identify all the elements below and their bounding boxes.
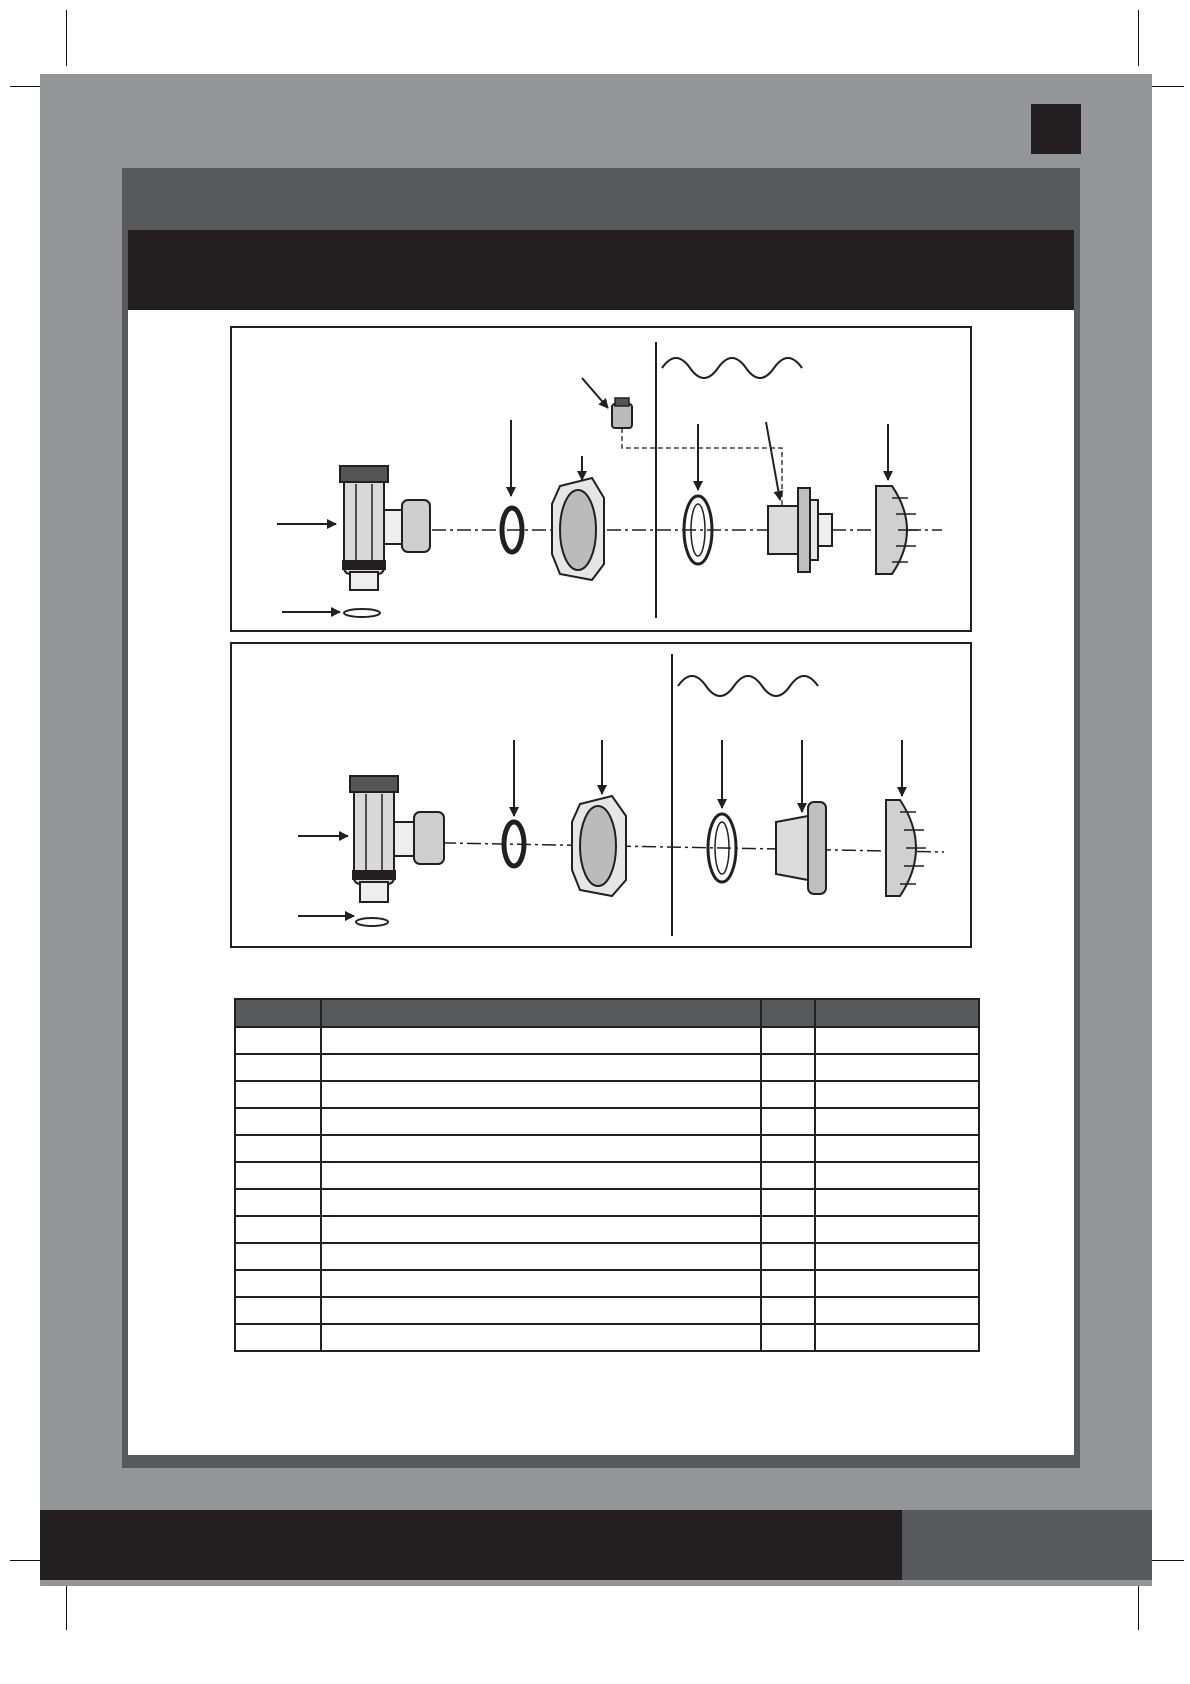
table-cell bbox=[815, 1216, 979, 1243]
table-cell bbox=[761, 1270, 815, 1297]
table-cell bbox=[815, 1243, 979, 1270]
table-row bbox=[235, 1081, 979, 1108]
table-cell bbox=[815, 1081, 979, 1108]
table-cell bbox=[235, 1270, 321, 1297]
crop-mark bbox=[1148, 1560, 1184, 1561]
table-cell bbox=[761, 1027, 815, 1054]
table-cell bbox=[321, 1324, 761, 1351]
table-cell bbox=[235, 1081, 321, 1108]
parts-table bbox=[234, 998, 980, 1352]
table-cell bbox=[235, 1054, 321, 1081]
table-row bbox=[235, 1108, 979, 1135]
column-header bbox=[235, 999, 321, 1027]
table-cell bbox=[815, 1135, 979, 1162]
table-cell bbox=[761, 1297, 815, 1324]
table-cell bbox=[235, 1027, 321, 1054]
table-cell bbox=[815, 1108, 979, 1135]
callout-arrow bbox=[766, 422, 780, 500]
table-cell bbox=[761, 1162, 815, 1189]
table-cell bbox=[761, 1135, 815, 1162]
table-cell bbox=[815, 1054, 979, 1081]
table-row bbox=[235, 1135, 979, 1162]
strainer-grid bbox=[876, 486, 918, 574]
lock-nut bbox=[572, 796, 626, 896]
plunger-valve bbox=[340, 466, 430, 590]
table-cell bbox=[321, 1081, 761, 1108]
table-cell bbox=[761, 1081, 815, 1108]
air-jet-valve bbox=[612, 398, 632, 428]
plunger-valve bbox=[350, 776, 444, 902]
table-cell bbox=[761, 1324, 815, 1351]
table-cell bbox=[321, 1216, 761, 1243]
footer-page-tab bbox=[902, 1510, 1152, 1580]
table-cell bbox=[235, 1324, 321, 1351]
diagram-top bbox=[230, 326, 972, 632]
table-header-row bbox=[235, 999, 979, 1027]
table-cell bbox=[321, 1243, 761, 1270]
o-ring-small bbox=[356, 918, 388, 926]
exploded-view-bottom bbox=[232, 644, 972, 948]
crop-mark bbox=[66, 10, 67, 66]
table-cell bbox=[815, 1189, 979, 1216]
table-cell bbox=[235, 1189, 321, 1216]
strainer-grid bbox=[886, 800, 926, 896]
table-cell bbox=[761, 1189, 815, 1216]
table-row bbox=[235, 1189, 979, 1216]
table-row bbox=[235, 1243, 979, 1270]
table-cell bbox=[235, 1162, 321, 1189]
exploded-view-top bbox=[232, 328, 972, 632]
strainer-connector bbox=[776, 802, 826, 894]
table-cell bbox=[321, 1135, 761, 1162]
table-cell bbox=[761, 1216, 815, 1243]
corner-tab bbox=[1031, 104, 1081, 154]
table-cell bbox=[321, 1297, 761, 1324]
table-cell bbox=[235, 1108, 321, 1135]
column-header bbox=[761, 999, 815, 1027]
center-axis bbox=[392, 842, 944, 852]
callout-arrow bbox=[582, 378, 608, 408]
table-cell bbox=[761, 1243, 815, 1270]
table-cell bbox=[815, 1027, 979, 1054]
header-bar bbox=[128, 230, 1074, 310]
water-wave bbox=[662, 358, 802, 378]
table-cell bbox=[321, 1189, 761, 1216]
column-header bbox=[321, 999, 761, 1027]
table-row bbox=[235, 1297, 979, 1324]
table-cell bbox=[321, 1270, 761, 1297]
table-row bbox=[235, 1027, 979, 1054]
table-cell bbox=[235, 1243, 321, 1270]
table-cell bbox=[761, 1108, 815, 1135]
crop-mark bbox=[1138, 1580, 1139, 1630]
crop-mark bbox=[66, 1580, 67, 1630]
diagram-bottom bbox=[230, 642, 972, 948]
table-cell bbox=[321, 1027, 761, 1054]
strainer-connector bbox=[768, 488, 832, 572]
o-ring-small bbox=[344, 609, 380, 617]
table-cell bbox=[321, 1162, 761, 1189]
table-row bbox=[235, 1162, 979, 1189]
footer-bar bbox=[40, 1510, 902, 1580]
crop-mark bbox=[1148, 86, 1184, 87]
table-row bbox=[235, 1270, 979, 1297]
table-cell bbox=[235, 1135, 321, 1162]
table-cell bbox=[235, 1216, 321, 1243]
table-cell bbox=[321, 1108, 761, 1135]
table-cell bbox=[815, 1162, 979, 1189]
table-row bbox=[235, 1324, 979, 1351]
column-header bbox=[815, 999, 979, 1027]
crop-mark bbox=[1138, 10, 1139, 66]
table-cell bbox=[815, 1324, 979, 1351]
lock-nut bbox=[552, 478, 604, 580]
table-row bbox=[235, 1216, 979, 1243]
table-cell bbox=[235, 1297, 321, 1324]
water-wave bbox=[678, 676, 818, 696]
table-cell bbox=[815, 1270, 979, 1297]
table-cell bbox=[815, 1297, 979, 1324]
table-row bbox=[235, 1054, 979, 1081]
table-cell bbox=[321, 1054, 761, 1081]
table-cell bbox=[761, 1054, 815, 1081]
